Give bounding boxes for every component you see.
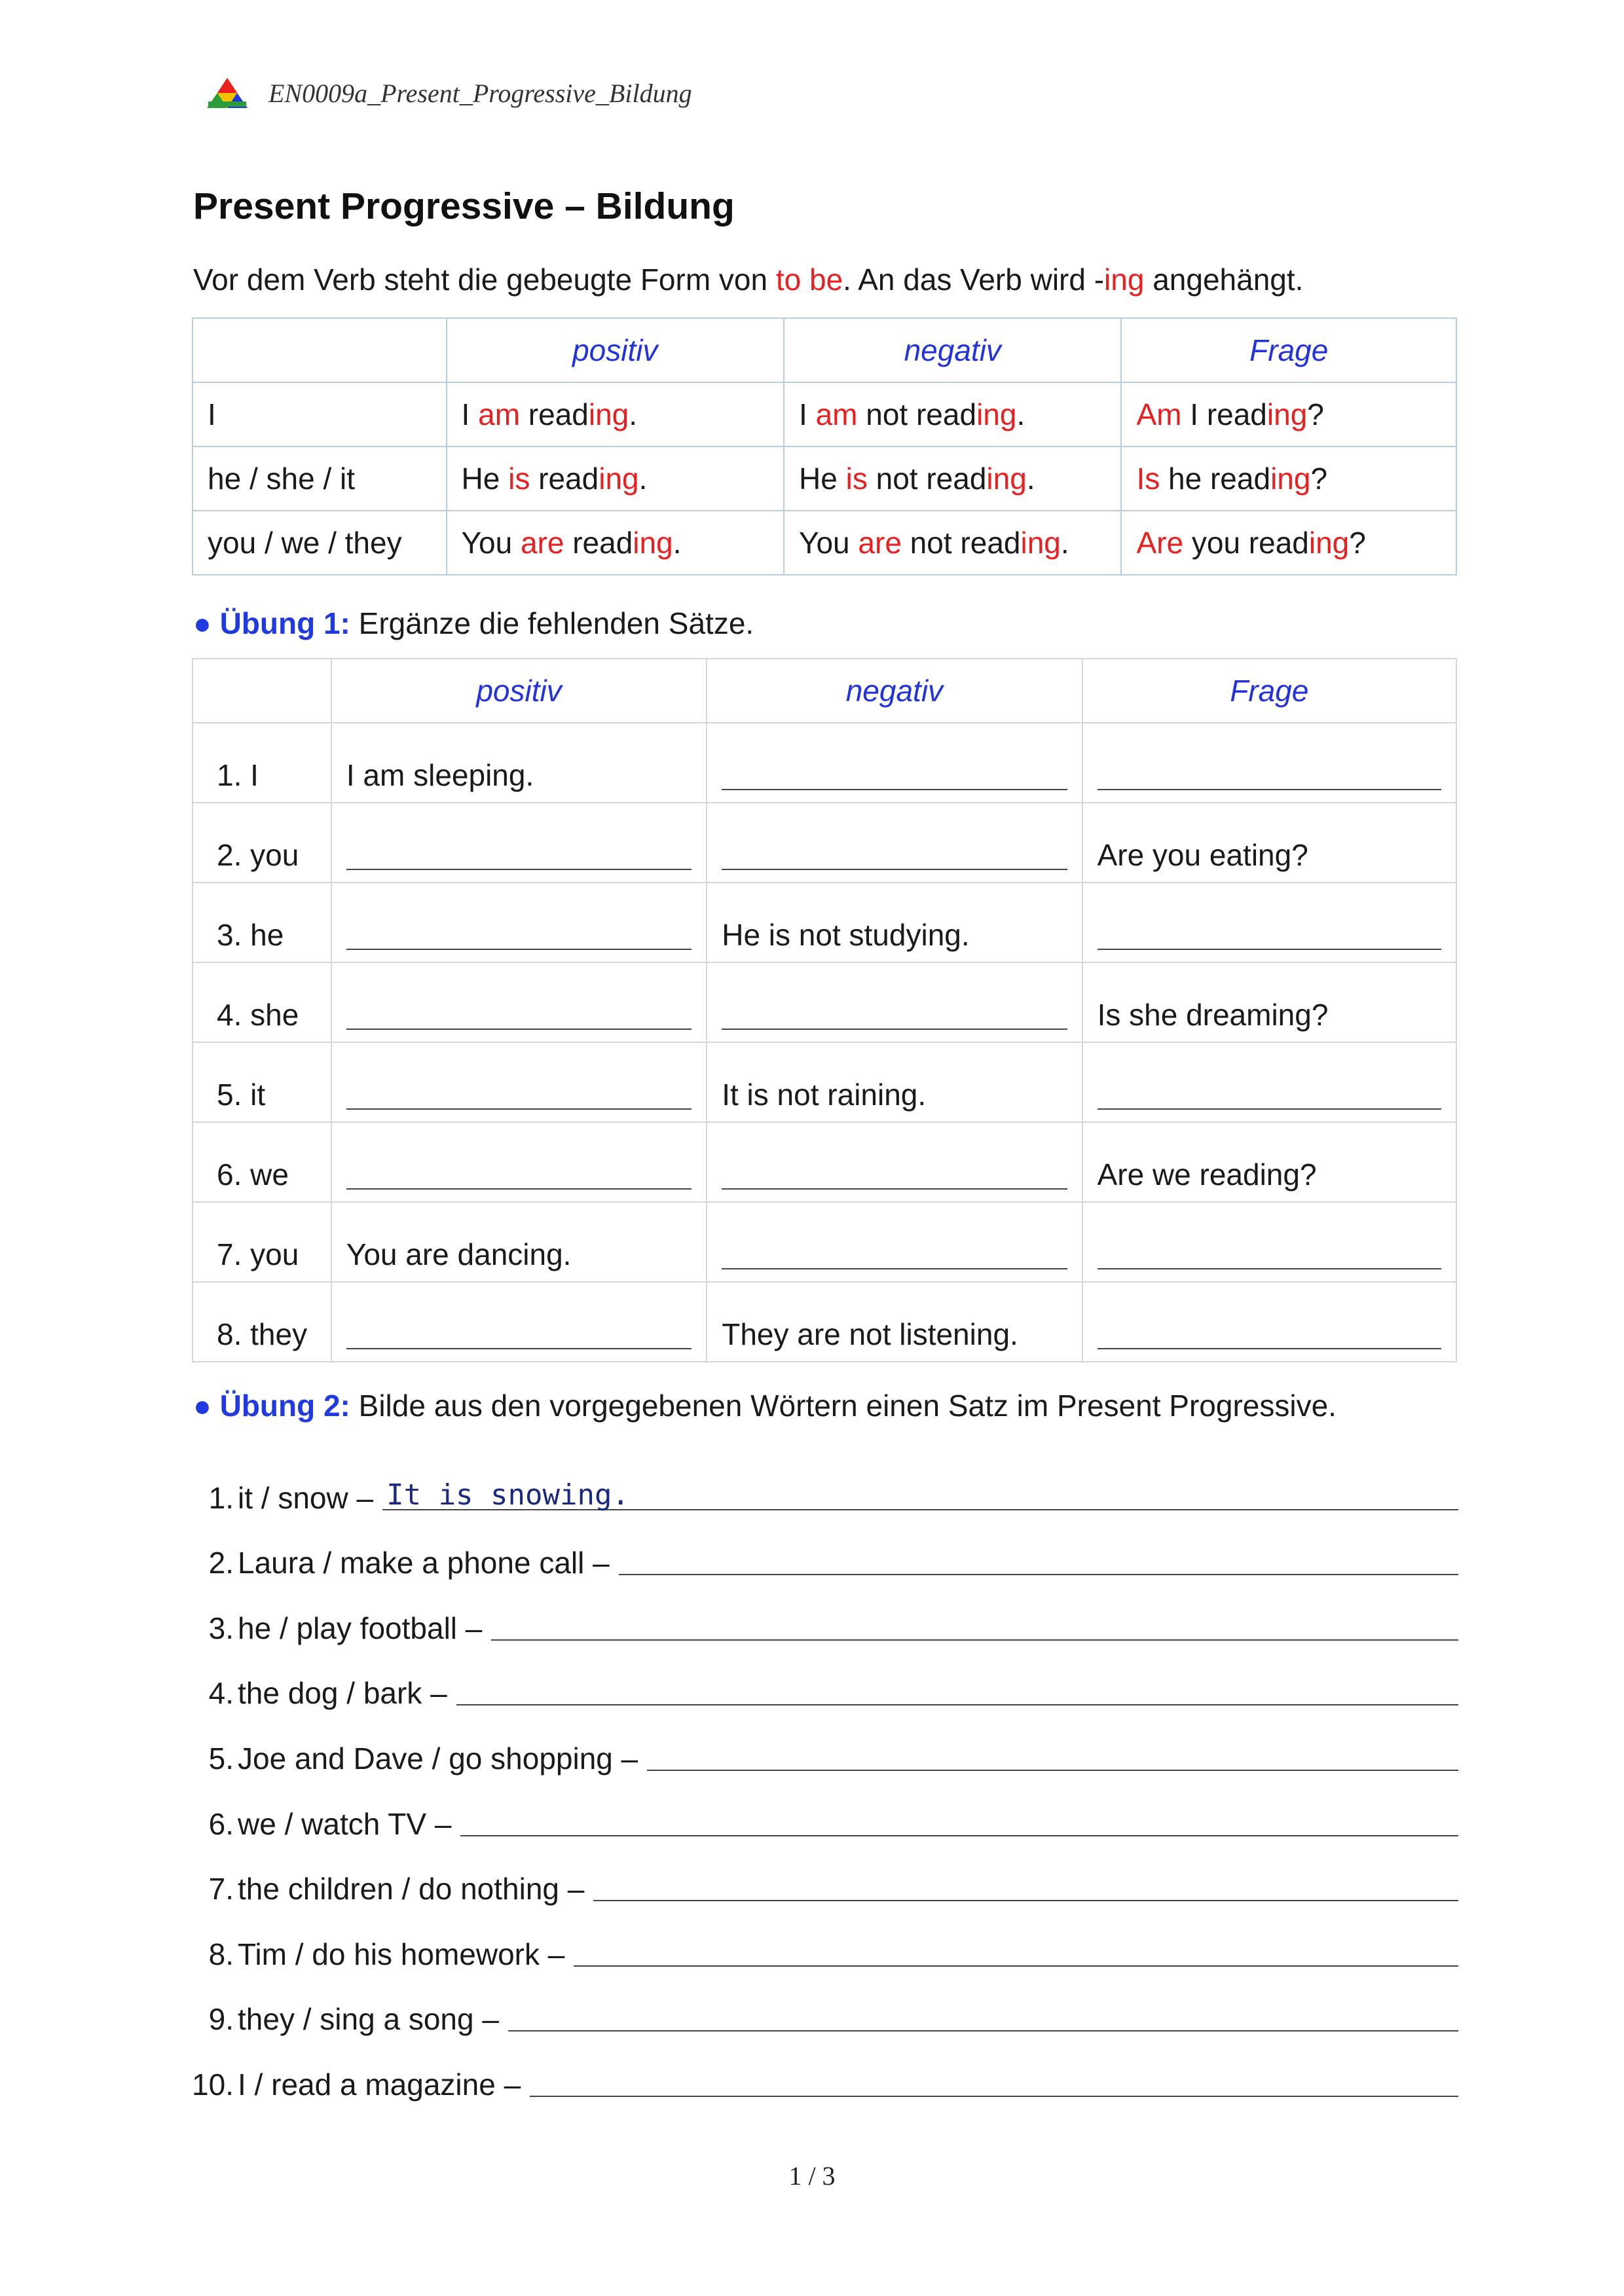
row-label-cell: [193, 1282, 331, 1362]
question-cell[interactable]: [1082, 1202, 1456, 1282]
question-cell: [1082, 1122, 1456, 1202]
answer-blank-line[interactable]: [346, 1309, 692, 1349]
header-negativ: negativ: [707, 659, 1082, 723]
header-frage: Frage: [1082, 659, 1456, 723]
answer-blank-line[interactable]: [346, 829, 692, 870]
answer-line[interactable]: [491, 1607, 1458, 1641]
question-cell[interactable]: [1082, 1282, 1456, 1362]
exercise1-row: [193, 1282, 1456, 1362]
row-label: 1. I: [217, 758, 259, 792]
answer-blank-line[interactable]: [722, 829, 1067, 870]
document-id: EN0009a_Present_Progressive_Bildung: [268, 78, 692, 108]
negative-cell[interactable]: [707, 962, 1082, 1042]
answer-blank-line[interactable]: [1098, 1309, 1441, 1349]
answer-line[interactable]: [530, 2063, 1458, 2097]
row-label: 4. she: [217, 998, 299, 1032]
exercise1-heading: ● Übung 1: Ergänze die fehlenden Sätze.: [193, 606, 754, 640]
item-number: 4.: [208, 1676, 234, 1711]
answer-line[interactable]: [619, 1541, 1458, 1575]
row-label-cell: [193, 723, 331, 803]
positive-cell: You are reading.: [447, 511, 784, 575]
positive-cell[interactable]: [331, 1042, 707, 1122]
item-prompt: Joe and Dave / go shopping –: [238, 1741, 638, 1776]
item-prompt: we / watch TV –: [238, 1806, 452, 1841]
answer-blank-line[interactable]: [346, 1069, 692, 1110]
given-sentence: Are you eating?: [1097, 838, 1308, 872]
exercise2-item: [187, 1450, 1458, 1516]
item-number: 6.: [208, 1806, 234, 1841]
given-sentence: They are not listening.: [722, 1317, 1018, 1351]
exercise1-row: [193, 883, 1456, 962]
question-cell: [1082, 962, 1456, 1042]
colored-triangle-logo-icon: [204, 75, 250, 111]
row-label: 7. you: [217, 1237, 299, 1271]
positive-cell: He is reading.: [447, 446, 784, 511]
negative-cell: [707, 1282, 1082, 1362]
answer-blank-line[interactable]: [722, 989, 1067, 1030]
row-label: 5. it: [217, 1078, 266, 1112]
row-label-cell: [193, 883, 331, 962]
item-number: 3.: [208, 1611, 234, 1645]
positive-cell[interactable]: [331, 1122, 707, 1202]
item-prompt: the children / do nothing –: [238, 1872, 585, 1906]
answer-blank-line[interactable]: [1098, 750, 1441, 790]
handwritten-answer: It is snowing.: [386, 1478, 629, 1512]
intro-text: Vor dem Verb steht die gebeugte Form von to be. An das Verb wird -ing angehängt.: [193, 263, 1304, 297]
item-number: 7.: [208, 1872, 234, 1906]
item-number: 5.: [208, 1741, 234, 1776]
exercise2-item: [187, 1776, 1458, 1842]
given-sentence: It is not raining.: [722, 1078, 927, 1112]
header-frage: Frage: [1121, 318, 1456, 382]
given-sentence: I am sleeping.: [346, 758, 534, 792]
row-label-cell: [193, 1042, 331, 1122]
answer-line[interactable]: [460, 1802, 1458, 1836]
answer-blank-line[interactable]: [722, 1149, 1067, 1190]
answer-line[interactable]: [574, 1933, 1458, 1967]
question-cell[interactable]: [1082, 883, 1456, 962]
question-cell[interactable]: [1082, 1042, 1456, 1122]
exercise1-header-row: [193, 659, 1456, 723]
conjugation-row: [193, 511, 1456, 575]
negative-cell: I am not reading.: [784, 382, 1121, 446]
answer-line[interactable]: [508, 1997, 1458, 2032]
exercise2-item: [187, 1842, 1458, 1907]
exercise2-item: [187, 2037, 1458, 2102]
item-number: 10.: [192, 2067, 234, 2102]
item-number: 2.: [208, 1546, 234, 1580]
conjugation-table: [192, 318, 1457, 575]
item-prompt: I / read a magazine –: [238, 2067, 521, 2102]
positive-cell[interactable]: [331, 803, 707, 883]
answer-line[interactable]: [456, 1671, 1458, 1705]
positive-cell: [331, 1202, 707, 1282]
exercise2-item: [187, 1580, 1458, 1646]
negative-cell: [707, 1042, 1082, 1122]
exercise1-row: [193, 1122, 1456, 1202]
item-prompt: he / play football –: [238, 1611, 483, 1645]
given-sentence: You are dancing.: [346, 1237, 572, 1271]
pronoun-cell: he / she / it: [193, 446, 447, 511]
negative-cell[interactable]: [707, 803, 1082, 883]
positive-cell[interactable]: [331, 962, 707, 1042]
question-cell: [1082, 803, 1456, 883]
exercise2-item: [187, 1906, 1458, 1972]
answer-blank-line[interactable]: [1098, 909, 1441, 950]
header-positiv: positiv: [331, 659, 707, 723]
given-sentence: Is she dreaming?: [1097, 998, 1329, 1032]
exercise1-row: [193, 962, 1456, 1042]
answer-blank-line[interactable]: [346, 989, 692, 1030]
exercise2-heading: ● Übung 2: Bilde aus den vorgegebenen Wörtern einen Satz im Present Progressive.: [193, 1389, 1337, 1423]
row-label-cell: [193, 962, 331, 1042]
answer-line[interactable]: [593, 1867, 1458, 1901]
given-sentence: Are we reading?: [1097, 1157, 1317, 1192]
item-prompt: Laura / make a phone call –: [238, 1546, 610, 1580]
pronoun-cell: I: [193, 382, 447, 446]
negative-cell[interactable]: [707, 723, 1082, 803]
row-label-cell: [193, 1202, 331, 1282]
exercise1-row: [193, 723, 1456, 803]
positive-cell: [331, 723, 707, 803]
item-prompt: the dog / bark –: [238, 1676, 447, 1711]
positive-cell[interactable]: [331, 1282, 707, 1362]
empty-header-cell: [193, 659, 331, 723]
exercise2-item: [187, 1516, 1458, 1581]
exercise1-table: [192, 658, 1457, 1362]
question-cell: Is he reading?: [1121, 446, 1456, 511]
answer-blank-line[interactable]: [722, 1229, 1067, 1269]
row-label: 2. you: [217, 838, 299, 872]
exercise2-item: [187, 1972, 1458, 2037]
negative-cell: [707, 883, 1082, 962]
answer-line[interactable]: [647, 1737, 1458, 1771]
question-cell: Are you reading?: [1121, 511, 1456, 575]
conjugation-header-row: [193, 318, 1456, 382]
item-prompt: Tim / do his homework –: [238, 1937, 565, 1971]
negative-cell: You are not reading.: [784, 511, 1121, 575]
exercise1-row: [193, 803, 1456, 883]
question-cell: Am I reading?: [1121, 382, 1456, 446]
negative-cell[interactable]: [707, 1202, 1082, 1282]
page-title: Present Progressive – Bildung: [193, 185, 735, 227]
row-label: 6. we: [217, 1157, 289, 1192]
positive-cell: I am reading.: [447, 382, 784, 446]
exercise2-item: [187, 1711, 1458, 1776]
item-number: 9.: [208, 2002, 234, 2037]
page-number: 1 / 3: [788, 2161, 836, 2191]
negative-cell: He is not reading.: [784, 446, 1121, 511]
exercise2-list: [187, 1450, 1458, 2102]
header-negativ: negativ: [784, 318, 1121, 382]
answer-line[interactable]: [382, 1476, 1458, 1510]
header-positiv: positiv: [447, 318, 784, 382]
exercise1-row: [193, 1202, 1456, 1282]
question-cell[interactable]: [1082, 723, 1456, 803]
item-prompt: they / sing a song –: [238, 2002, 499, 2037]
answer-blank-line[interactable]: [346, 909, 692, 950]
answer-blank-line[interactable]: [722, 750, 1067, 790]
row-label: 8. they: [217, 1317, 308, 1351]
row-label-cell: [193, 803, 331, 883]
exercise2-item: [187, 1646, 1458, 1711]
conjugation-row: [193, 382, 1456, 446]
conjugation-row: [193, 446, 1456, 511]
document-header: [204, 73, 692, 113]
row-label: 3. he: [217, 918, 284, 952]
item-prompt: it / snow –: [238, 1480, 374, 1515]
answer-blank-line[interactable]: [346, 1149, 692, 1190]
answer-blank-line[interactable]: [1098, 1229, 1441, 1269]
negative-cell[interactable]: [707, 1122, 1082, 1202]
item-number: 8.: [208, 1937, 234, 1971]
empty-header-cell: [193, 318, 447, 382]
exercise1-row: [193, 1042, 1456, 1122]
pronoun-cell: you / we / they: [193, 511, 447, 575]
given-sentence: He is not studying.: [722, 918, 970, 952]
answer-blank-line[interactable]: [1098, 1069, 1441, 1110]
row-label-cell: [193, 1122, 331, 1202]
positive-cell[interactable]: [331, 883, 707, 962]
item-number: 1.: [208, 1480, 234, 1515]
